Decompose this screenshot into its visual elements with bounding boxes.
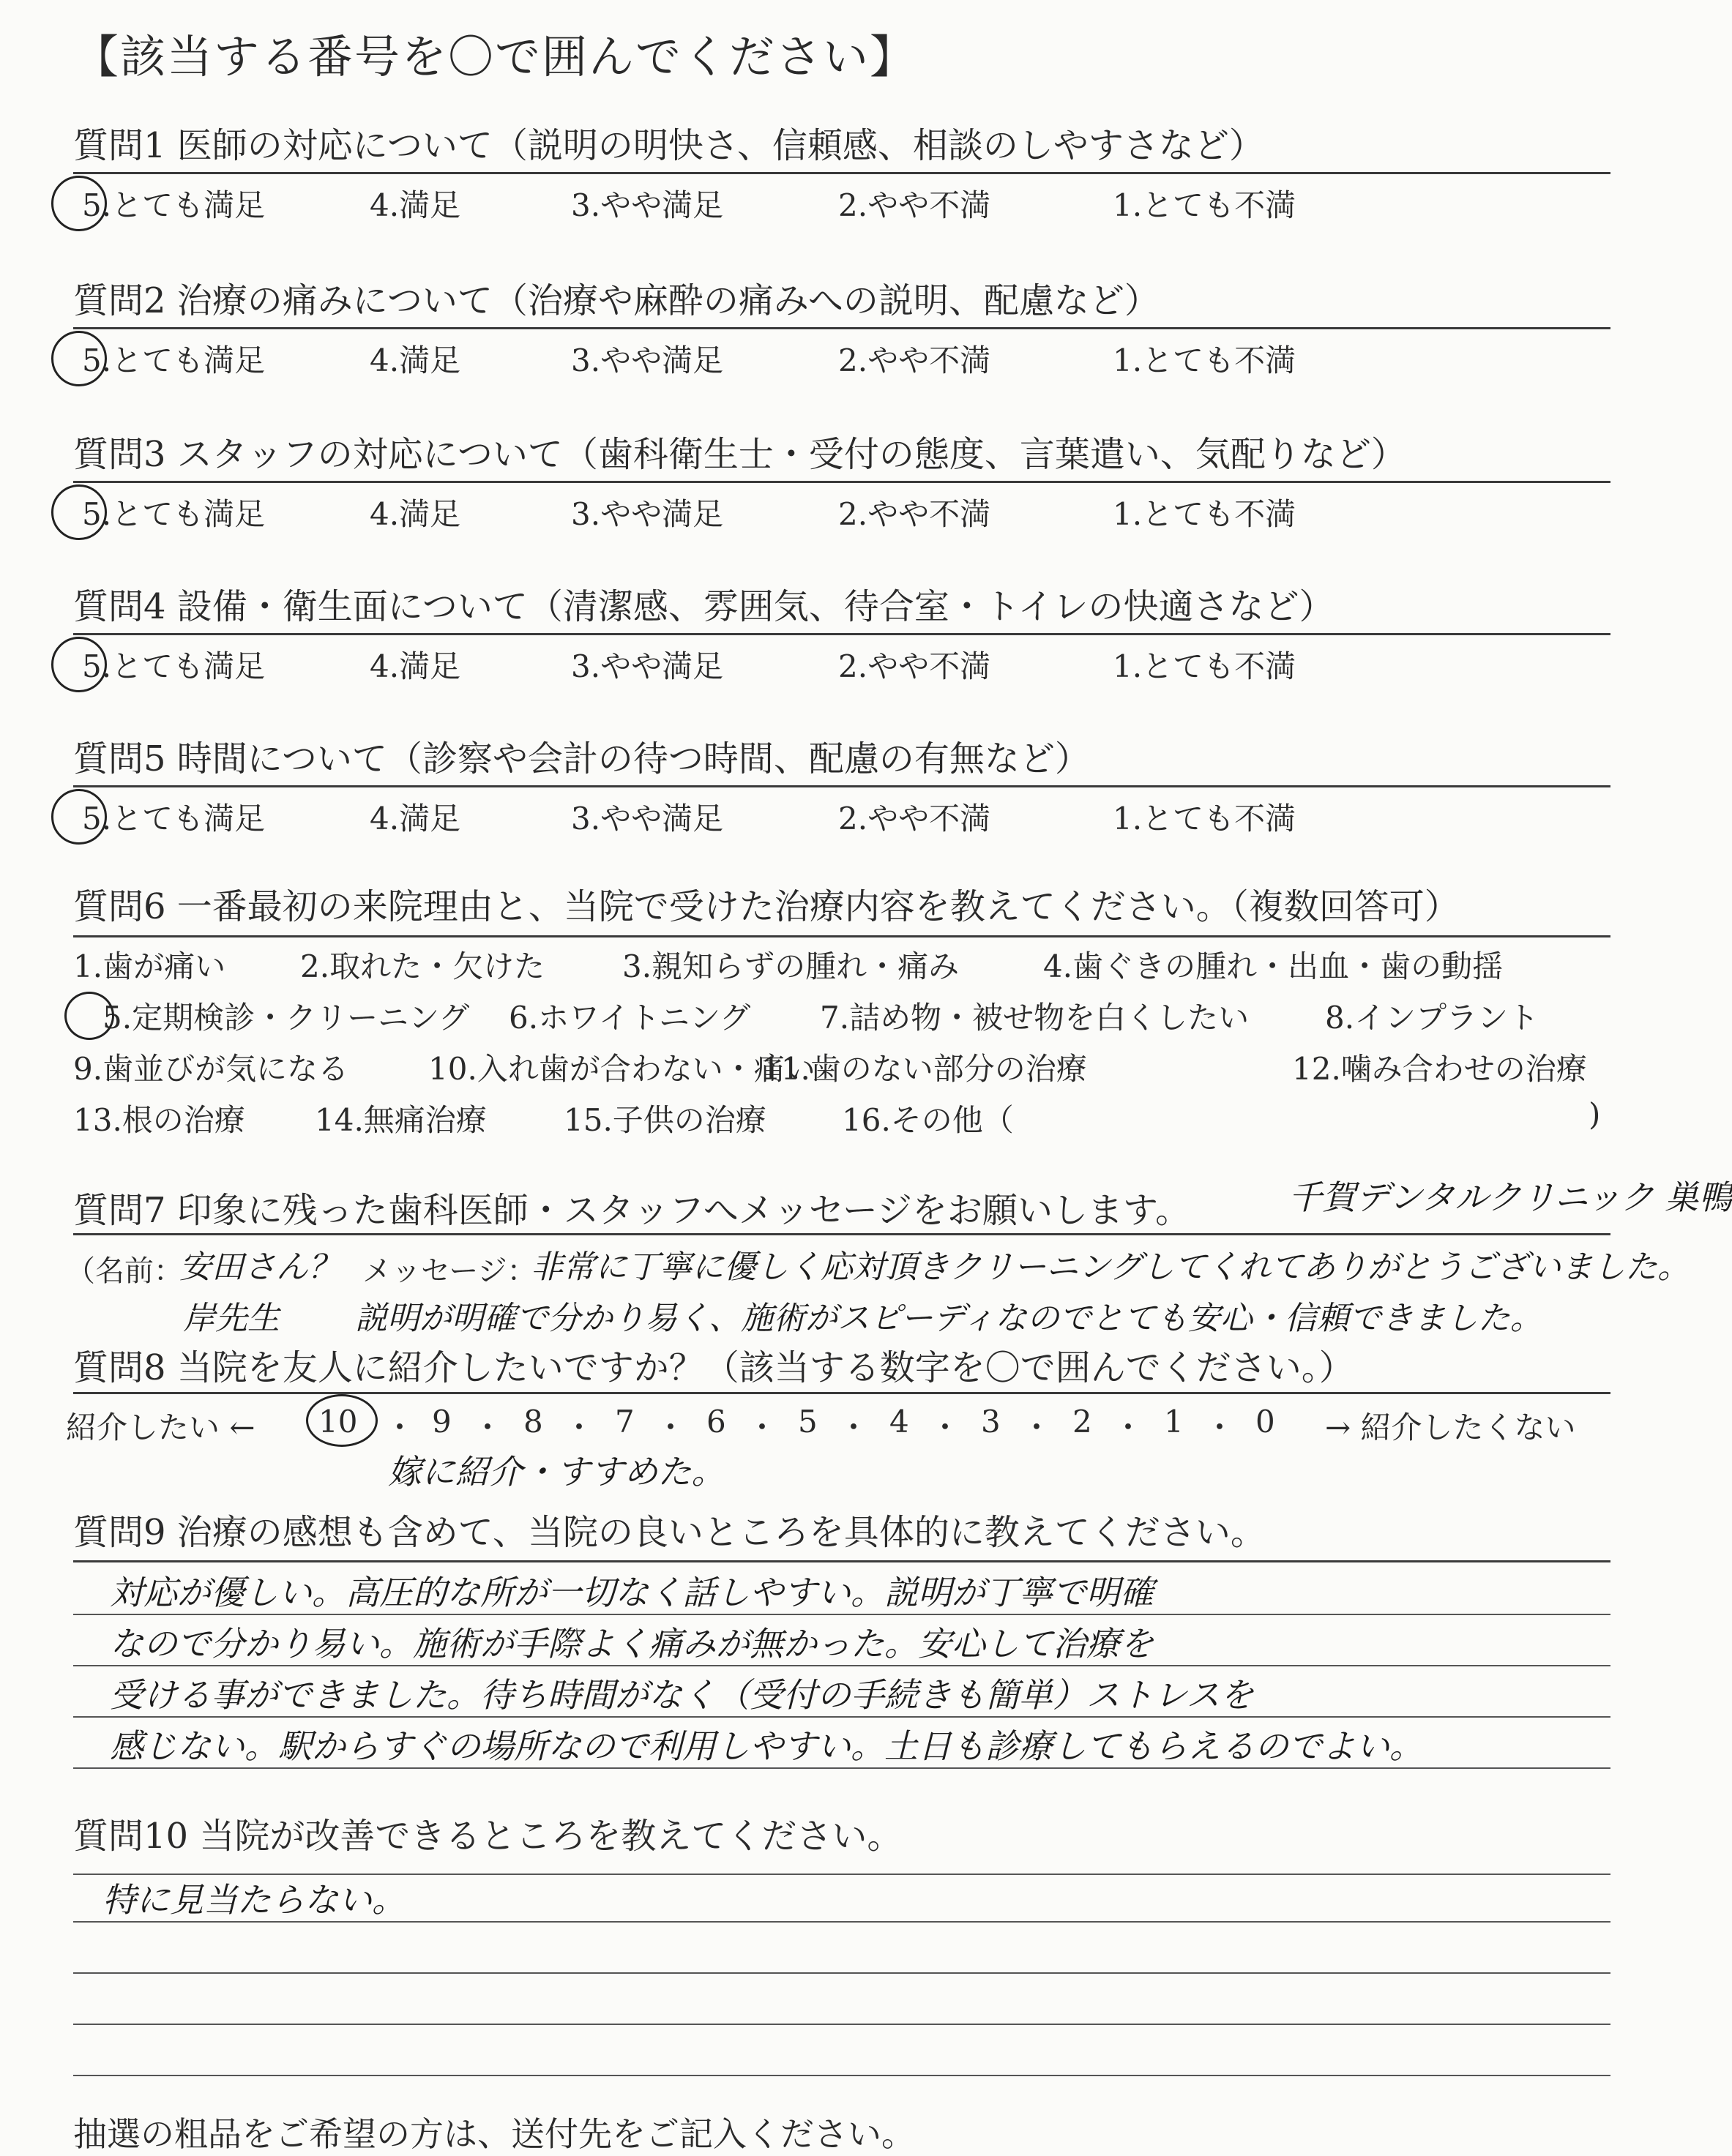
- q8-left-label: 紹介したい ←: [66, 1410, 255, 1445]
- q6-item-0-2: 3.親知らずの腫れ・痛み: [622, 948, 960, 984]
- q2-rule: [73, 327, 1610, 329]
- q2-option-4: 4.満足: [370, 343, 461, 378]
- q9-rule-line-3: [73, 1716, 1610, 1718]
- q5-label: 質問5 時間について（診察や会計の待つ時間、配慮の有無など）: [73, 738, 1090, 779]
- q1-selected-circle: [51, 176, 107, 231]
- q7-name-prefix: （名前：: [66, 1254, 183, 1288]
- q2-label: 質問2 治療の痛みについて（治療や麻酔の痛みへの説明、配慮など）: [73, 280, 1160, 321]
- q6-item-2-0: 9.歯並びが気になる: [73, 1051, 349, 1087]
- q3-option-3: 3.やや満足: [571, 496, 724, 532]
- q6-item-1-2: 7.詰め物・被せ物を白くしたい: [820, 1000, 1250, 1036]
- q4-selected-circle: [51, 637, 107, 692]
- q4-option-1: 1.とても不満: [1113, 648, 1296, 684]
- q6-selected-circle: [64, 992, 114, 1040]
- q8-scale-3: 3: [981, 1404, 1001, 1440]
- q4-option-5: 5.とても満足: [82, 648, 266, 684]
- q1-rule: [73, 172, 1610, 174]
- q8-scale-4: 4: [889, 1404, 909, 1440]
- q5-option-3: 3.やや満足: [571, 801, 724, 836]
- q2-option-1: 1.とても不満: [1113, 343, 1296, 378]
- q7-message-line2: 説明が明確で分かり易く、施術がスピーディなのでとても安心・信頼できました。: [355, 1300, 1542, 1337]
- q8-scale-0: 0: [1255, 1404, 1275, 1440]
- q6-item-0-0: 1.歯が痛い: [73, 948, 226, 984]
- q6-item-3-1: 14.無痛治療: [315, 1102, 487, 1138]
- q8-scale-separator: ・: [1204, 1410, 1236, 1445]
- q9-hand-line-2: なので分かり易い。施術が手際よく痛みが無かった。安心して治療を: [110, 1624, 1154, 1663]
- q8-scale-separator: ・: [747, 1410, 778, 1445]
- q10-rule-3: [73, 1972, 1610, 1974]
- q8-scale-separator: ・: [472, 1410, 504, 1445]
- q2-selected-circle: [51, 331, 107, 386]
- q3-option-1: 1.とても不満: [1113, 496, 1296, 532]
- q2-option-2: 2.やや不満: [838, 343, 991, 378]
- q6-item-1-3: 8.インプラント: [1325, 1000, 1539, 1036]
- q6-label: 質問6 一番最初の来院理由と、当院で受けた治療内容を教えてください。（複数回答可）: [73, 886, 1460, 927]
- q1-option-2: 2.やや不満: [838, 187, 991, 223]
- q9-hand-line-1: 対応が優しい。高圧的な所が一切なく話しやすい。説明が丁寧で明確: [110, 1573, 1154, 1612]
- q5-option-2: 2.やや不満: [838, 801, 991, 836]
- q8-scale-9: 9: [432, 1404, 452, 1440]
- q6-item-1-0: 5.定期検診・クリーニング: [102, 1000, 470, 1036]
- q8-scale-separator: ・: [838, 1410, 870, 1445]
- q7-name-hand2: 岸先生: [183, 1300, 280, 1337]
- q6-rule: [73, 935, 1610, 937]
- q8-scale-8: 8: [523, 1404, 543, 1440]
- q6-item-3-2: 15.子供の治療: [564, 1102, 766, 1138]
- q7-message-line1: 非常に丁寧に優しく応対頂きクリーニングしてくれてありがとうございました。: [531, 1249, 1690, 1286]
- q6-item-2-3: 12.噛み合わせの治療: [1292, 1051, 1587, 1087]
- q9-hand-line-3: 受ける事ができました。待ち時間がなく（受付の手続きも簡単）ストレスを: [110, 1675, 1254, 1715]
- q10-rule-4: [73, 2024, 1610, 2025]
- q2-option-3: 3.やや満足: [571, 343, 724, 378]
- page-title: 【該当する番号を〇で囲んでください】: [73, 30, 917, 83]
- q6-item-2-1: 10.入れ歯が合わない・痛い: [428, 1051, 815, 1087]
- q4-option-2: 2.やや不満: [838, 648, 991, 684]
- q6-item-1-1: 6.ホワイトニング: [509, 1000, 751, 1036]
- q8-scale-2: 2: [1072, 1404, 1092, 1440]
- q8-rule: [73, 1392, 1610, 1394]
- q8-scale-separator: ・: [655, 1410, 687, 1445]
- q8-scale-6: 6: [706, 1404, 726, 1440]
- q3-option-5: 5.とても満足: [82, 496, 266, 532]
- q4-rule: [73, 633, 1610, 635]
- q8-scale-separator: ・: [1113, 1410, 1144, 1445]
- q10-rule-2: [73, 1921, 1610, 1923]
- q7-message-prefix: メッセージ：: [362, 1254, 537, 1288]
- q8-scale-10: 10: [318, 1404, 358, 1440]
- q8-scale-separator: ・: [930, 1410, 961, 1445]
- q3-label: 質問3 スタッフの対応について（歯科衛生士・受付の態度、言葉遣い、気配りなど）: [73, 434, 1406, 475]
- q8-scale-separator: ・: [384, 1410, 416, 1445]
- q3-selected-circle: [51, 484, 107, 540]
- q6-item-3-4: ): [1589, 1096, 1601, 1132]
- q10-rule-5: [73, 2075, 1610, 2076]
- q3-rule: [73, 481, 1610, 483]
- q4-label: 質問4 設備・衛生面について（清潔感、雰囲気、待合室・トイレの快適さなど）: [73, 586, 1335, 627]
- q10-hand: 特に見当たらない。: [102, 1880, 406, 1920]
- q4-option-3: 3.やや満足: [571, 648, 724, 684]
- q9-hand-line-4: 感じない。駅からすぐの場所なので利用しやすい。土日も診療してもらえるのでよい。: [110, 1726, 1423, 1766]
- q8-selected-circle: [306, 1394, 378, 1447]
- q8-scale-separator: ・: [1021, 1410, 1053, 1445]
- q8-hand: 嫁に紹介・すすめた。: [388, 1452, 725, 1491]
- q1-option-5: 5.とても満足: [82, 187, 266, 223]
- q6-item-0-1: 2.取れた・欠けた: [300, 948, 545, 984]
- q9-rule-line-2: [73, 1665, 1610, 1666]
- q5-selected-circle: [51, 789, 107, 845]
- q9-rule-line-4: [73, 1767, 1610, 1769]
- q6-item-3-0: 13.根の治療: [73, 1102, 245, 1138]
- q8-label: 質問8 当院を友人に紹介したいですか？（該当する数字を〇で囲んでください。）: [73, 1347, 1354, 1388]
- q5-rule: [73, 785, 1610, 787]
- q7-label: 質問7 印象に残った歯科医師・スタッフへメッセージをお願いします。: [73, 1190, 1191, 1231]
- q7-name-hand: 安田さん？: [179, 1249, 340, 1286]
- q5-option-5: 5.とても満足: [82, 801, 266, 836]
- q9-label: 質問9 治療の感想も含めて、当院の良いところを具体的に教えてください。: [73, 1512, 1266, 1553]
- q4-option-4: 4.満足: [370, 648, 461, 684]
- q3-option-4: 4.満足: [370, 496, 461, 532]
- q9-rule: [73, 1560, 1610, 1562]
- q1-option-1: 1.とても不満: [1113, 187, 1296, 223]
- q9-rule-line-1: [73, 1614, 1610, 1615]
- q6-item-3-3: 16.その他（: [842, 1102, 1014, 1138]
- q2-option-5: 5.とても満足: [82, 343, 266, 378]
- q1-option-3: 3.やや満足: [571, 187, 724, 223]
- q8-right-label: → 紹介したくない: [1325, 1410, 1576, 1445]
- q6-item-0-3: 4.歯ぐきの腫れ・出血・歯の動揺: [1043, 948, 1504, 984]
- q8-scale-1: 1: [1164, 1404, 1184, 1440]
- q7-clinic-hand: 千賀デンタルクリニック 巣鴨: [1288, 1178, 1732, 1217]
- q10-label: 質問10 当院が改善できるところを教えてください。: [73, 1816, 903, 1857]
- q8-scale-separator: ・: [564, 1410, 595, 1445]
- q1-option-4: 4.満足: [370, 187, 461, 223]
- q5-option-1: 1.とても不満: [1113, 801, 1296, 836]
- q8-scale-5: 5: [798, 1404, 818, 1440]
- footer-text: 抽選の粗品をご希望の方は、送付先をご記入ください。: [73, 2114, 915, 2154]
- q1-label: 質問1 医師の対応について（説明の明快さ、信頼感、相談のしやすさなど）: [73, 125, 1264, 166]
- q3-option-2: 2.やや不満: [838, 496, 991, 532]
- q7-rule: [73, 1233, 1610, 1235]
- q6-item-2-2: 11.歯のない部分の治療: [761, 1051, 1087, 1087]
- q8-scale-7: 7: [615, 1404, 635, 1440]
- q5-option-4: 4.満足: [370, 801, 461, 836]
